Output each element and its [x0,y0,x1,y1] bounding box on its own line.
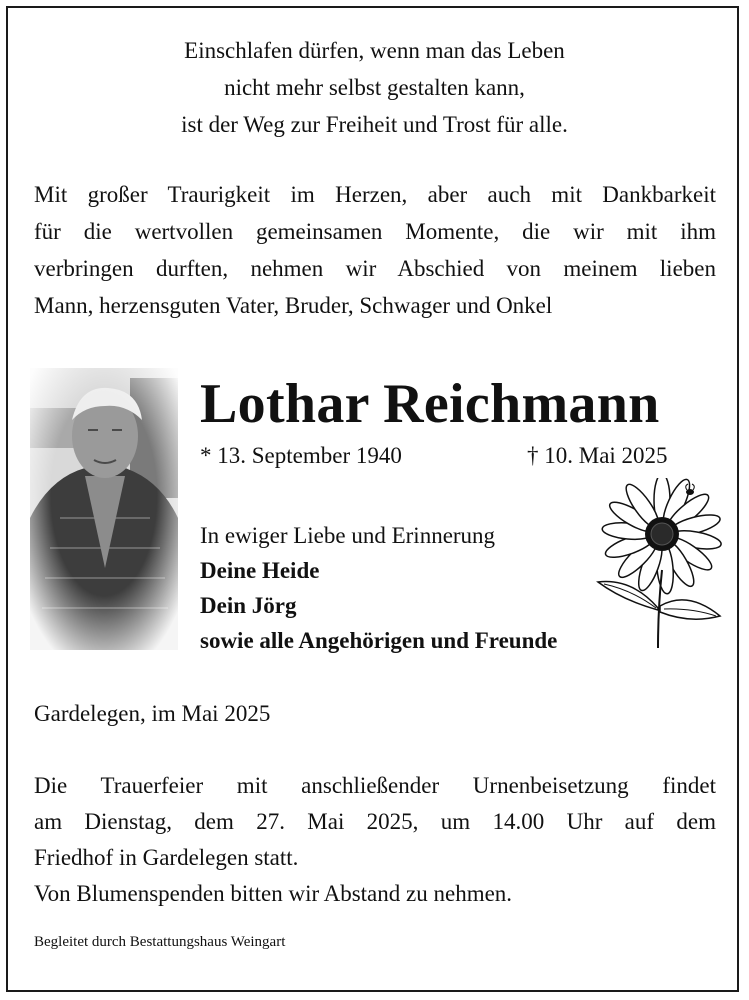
portrait-photo [30,368,178,650]
poem [0,32,749,143]
deceased-name: Lothar Reichmann [200,373,660,435]
intro-text [34,176,716,324]
service-line: am Dienstag, dem 27. Mai 2025, um 14.00 Uhr auf dem [34,809,716,834]
intro-line: für die wertvollen gemeinsamen Momente, die wir mit ihm [34,219,716,244]
mourner-name: Deine Heide [200,558,320,583]
poem-line: nicht mehr selbst gestalten kann, [224,75,525,100]
poem-line: ist der Weg zur Freiheit und Trost für alle. [181,112,568,137]
service-line: Die Trauerfeier mit anschließender Urnenbeisetzung findet [34,773,716,798]
place-date: Gardelegen, im Mai 2025 [34,701,271,726]
mourner-name: Dein Jörg [200,593,297,618]
sunflower-icon [592,478,724,650]
service-line: Von Blumenspenden bitten wir Abstand zu nehmen. [34,881,513,906]
service-info [34,768,716,912]
birth-date: * 13. September 1940 [200,443,402,468]
funeral-home-credit: Begleitet durch Bestattungshaus Weingart [34,934,286,950]
death-date: † 10. Mai 2025 [527,443,668,468]
mourners-intro: In ewiger Liebe und Erinnerung [200,523,496,548]
service-line: Friedhof in Gardelegen statt. [34,845,299,870]
intro-line: Mann, herzensguten Vater, Bruder, Schwager und Onkel [34,293,553,318]
mourner-name: sowie alle Angehörigen und Freunde [200,628,558,653]
poem-line: Einschlafen dürfen, wenn man das Leben [184,38,565,63]
intro-line: verbringen durften, nehmen wir Abschied von meinem lieben [34,256,716,281]
mourners [200,518,660,658]
intro-line: Mit großer Traurigkeit im Herzen, aber auch mit Dankbarkeit [34,182,716,207]
